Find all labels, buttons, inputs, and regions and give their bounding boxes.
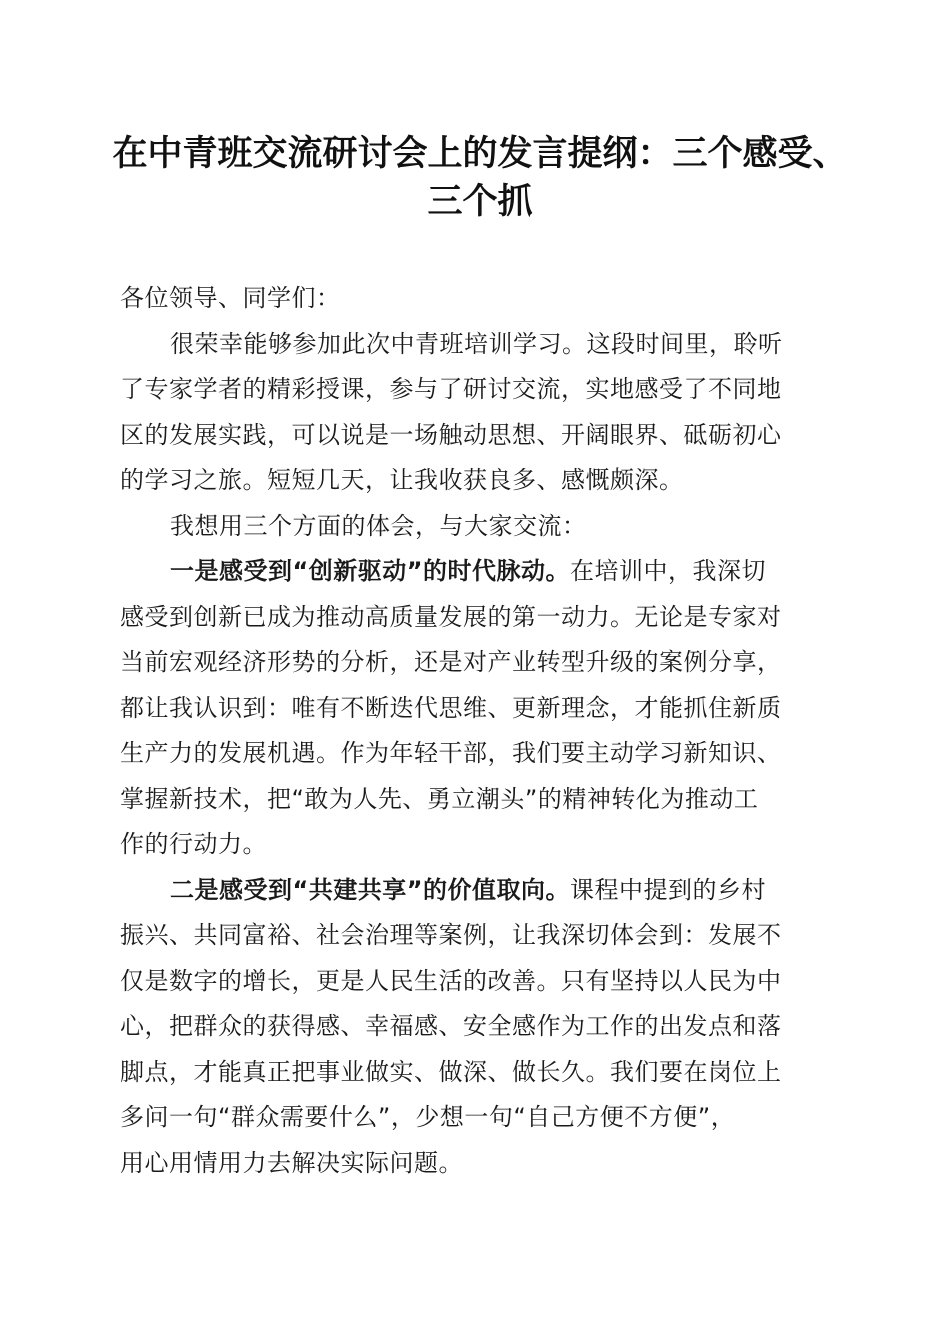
paragraph-line: 生产力的发展机遇。作为年轻干部，我们要主动学习新知识、 — [120, 739, 782, 767]
paragraph-line: 区的发展实践，可以说是一场触动思想、开阔眼界、砥砺初心 — [120, 420, 782, 449]
title-line-1: 在中青班交流研讨会上的发言提纲：三个感受、 — [112, 133, 848, 174]
paragraph-transition: 我想用三个方面的体会，与大家交流： — [170, 511, 587, 540]
paragraph-line: 振兴、共同富裕、社会治理等案例，让我深切体会到：发展不 — [120, 921, 782, 949]
paragraph-line: 都让我认识到：唯有不断迭代思维、更新理念，才能抓住新质 — [120, 693, 782, 722]
paragraph-line: 作的行动力。 — [120, 830, 267, 858]
paragraph-line: 脚点，才能真正把事业做实、做深、做长久。我们要在岗位上 — [120, 1057, 782, 1086]
paragraph-line: 心，把群众的获得感、幸福感、安全感作为工作的出发点和落 — [120, 1012, 782, 1040]
section-heading-2: 二是感受到“共建共享”的价值取向。 — [170, 875, 571, 904]
paragraph-line: 用心用情用力去解决实际问题。 — [120, 1148, 463, 1177]
paragraph-line: 仅是数字的增长，更是人民生活的改善。只有坚持以人民为中 — [120, 966, 782, 995]
paragraph-line: 当前宏观经济形势的分析，还是对产业转型升级的案例分享， — [120, 648, 782, 676]
paragraph-line: 掌握新技术，把“敢为人先、勇立潮头”的精神转化为推动工 — [120, 784, 759, 813]
paragraph-intro — [120, 322, 840, 504]
section-heading-1: 一是感受到“创新驱动”的时代脉动。 — [170, 557, 571, 585]
paragraph-line: 多问一句“群众需要什么”，少想一句“自己方便不方便”， — [120, 1103, 736, 1131]
salutation: 各位领导、同学们： — [120, 284, 341, 312]
paragraph-line: 感受到创新已成为推动高质量发展的第一动力。无论是专家对 — [120, 602, 782, 631]
paragraph-line: 很荣幸能够参加此次中青班培训学习。这段时间里，聆听 — [170, 329, 783, 358]
document-title — [110, 130, 850, 226]
paragraph-innovation — [120, 549, 840, 868]
document-body — [120, 276, 840, 1186]
title-line-2: 三个抓 — [427, 181, 533, 222]
paragraph-line-text: 在培训中，我深切 — [570, 557, 767, 585]
paragraph-line — [120, 549, 840, 595]
paragraph-line: 的学习之旅。短短几天，让我收获良多、感慨颇深。 — [120, 466, 684, 494]
paragraph-line-text: 课程中提到的乡村 — [570, 875, 767, 904]
paragraph-shared-development — [120, 868, 840, 1187]
paragraph-line — [120, 868, 840, 914]
paragraph-line: 了专家学者的精彩授课，参与了研讨交流，实地感受了不同地 — [120, 375, 782, 403]
